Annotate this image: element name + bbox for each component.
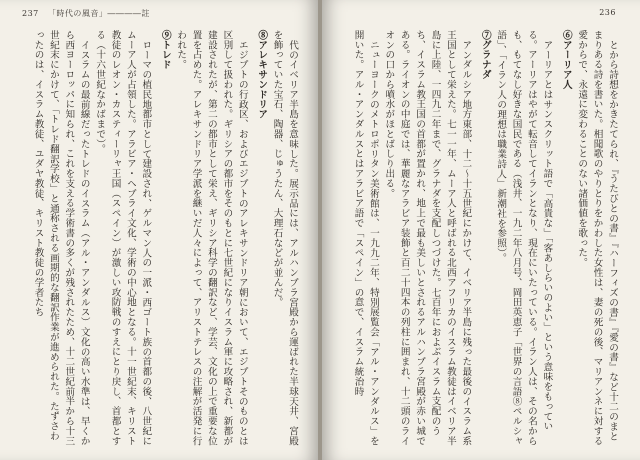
right-block-3: アーリアとはサンスクリット語で「高貴な」「客あしらいのよい」という意味をもっている。アーリアはやがて転音してイランとなり、現在にいたっている。イラン人は、その名からも、もてなし好きな国民である（浅井、一九二年八月号、岡田英恵子「世界の言語⑧ペルシャ語」、「イラン人の理想は職業詩人」新潮社を参照）。 <box>495 30 553 446</box>
left-page-body <box>16 30 300 450</box>
left-block-6: イスラムの最前線だったトレドのイスラム（アル・アンダルス）文化の高い水準は、早くから西ヨーロッパに知られ、これを支える学術書の多くが残されたため、十二世紀前半から十三世紀末にかけて、「トレド翻訳学校」と通称される画期的な翻訳作業が進められた。たずさわったのは、イスラム教徒、ユダヤ教徒、キリスト教徒の学者たち <box>32 30 90 446</box>
left-page-header <box>22 8 150 19</box>
right-page-number: 236 <box>599 8 616 17</box>
note-heading-toledo: ⑨トレド <box>159 30 171 70</box>
left-block-3: エジプトの行政区、およびエジプトのアレキサンドリア朝において、エジプトそのものとは区別して扱われた。ギリシアの都市をそのもとに七世紀になりイスラム軍に攻略され、新都が建設されたが、第二の都市として栄え、ギリシア科学の翻訳など、学芸、文化の上で重要な位置を占めた。アレキサンドリア学派を継いだ人々によって、アリストテレスの注解が活発に行われた。 <box>175 30 248 446</box>
right-block-6: ニューヨークのメトロポリタン美術館は、一九九二年、特別展覧会「アル・アンダルス」を開いた。アル・アンダルスとはアラビア語で「スペイン」の意で、イスラム統治時 <box>352 30 379 446</box>
right-page <box>322 0 640 460</box>
right-block-1: とから詩想をかきたてられ、『うたびとの書』『ハーフィズの書』『愛の書』など十二のまとまりある詩を書いた。相聞歌のやりとりをかわした女性は、妻の死の後、マリアンネに対する愛からで、永遠に変わることのない諸価値を歌った。 <box>576 30 618 446</box>
right-page-body <box>336 30 620 450</box>
running-title: 「時代の風音」――――註 <box>47 9 150 18</box>
left-block-1: 代のイベリア半島を意味した。展示品には、アルハンブラ宮殿から運ばれた半球天井、宮殿を飾っていた宝石、陶器、じゅうたん、大理石などが並んだ。 <box>271 30 298 446</box>
note-heading-aryan: ⑥アーリア人 <box>560 30 572 90</box>
left-page-number: 237 <box>22 9 39 18</box>
left-block-5: ローマの植民地都市として建設され、ゲルマン人の一派・西ゴート族の首都の後、八世紀にムーア人が占領した。アラビア・ヘブライ文化、学術の中心地となる。十一世紀末、キリスト教徒のレオン・カスティーリャ王国（スペイン）が激しい攻防戦のすえにとり戻し、首都とする（十六世紀なかばまで）。 <box>94 30 152 446</box>
right-page-header <box>599 8 616 17</box>
right-block-5: アンダルシア地方東部、十二～十五世紀にかけて、イベリア半島に残った最後のイスラム系王国として栄えた。七一一年、ムーア人と呼ばれる北西アフリカのイスラム教徒はイベリア半島に上陸、一四九二年まで、グラナダを支配しつづけた。七百年におよぶイスラム支配のうち、イスラム教王国の首都が置かれ、地上で最も美しいとされるアルハンブラ宮殿が赤い城である。ライオンの中庭では、華麗なアラビア装飾と百二十四本の列柱に囲まれ、十二頭のライオンの口から噴水がほとばしり出る。 <box>383 30 472 446</box>
left-page <box>0 0 318 460</box>
note-heading-alexandria: ⑧アレキサンドリア <box>256 30 268 120</box>
note-heading-granada: ⑦グラナダ <box>479 30 491 80</box>
